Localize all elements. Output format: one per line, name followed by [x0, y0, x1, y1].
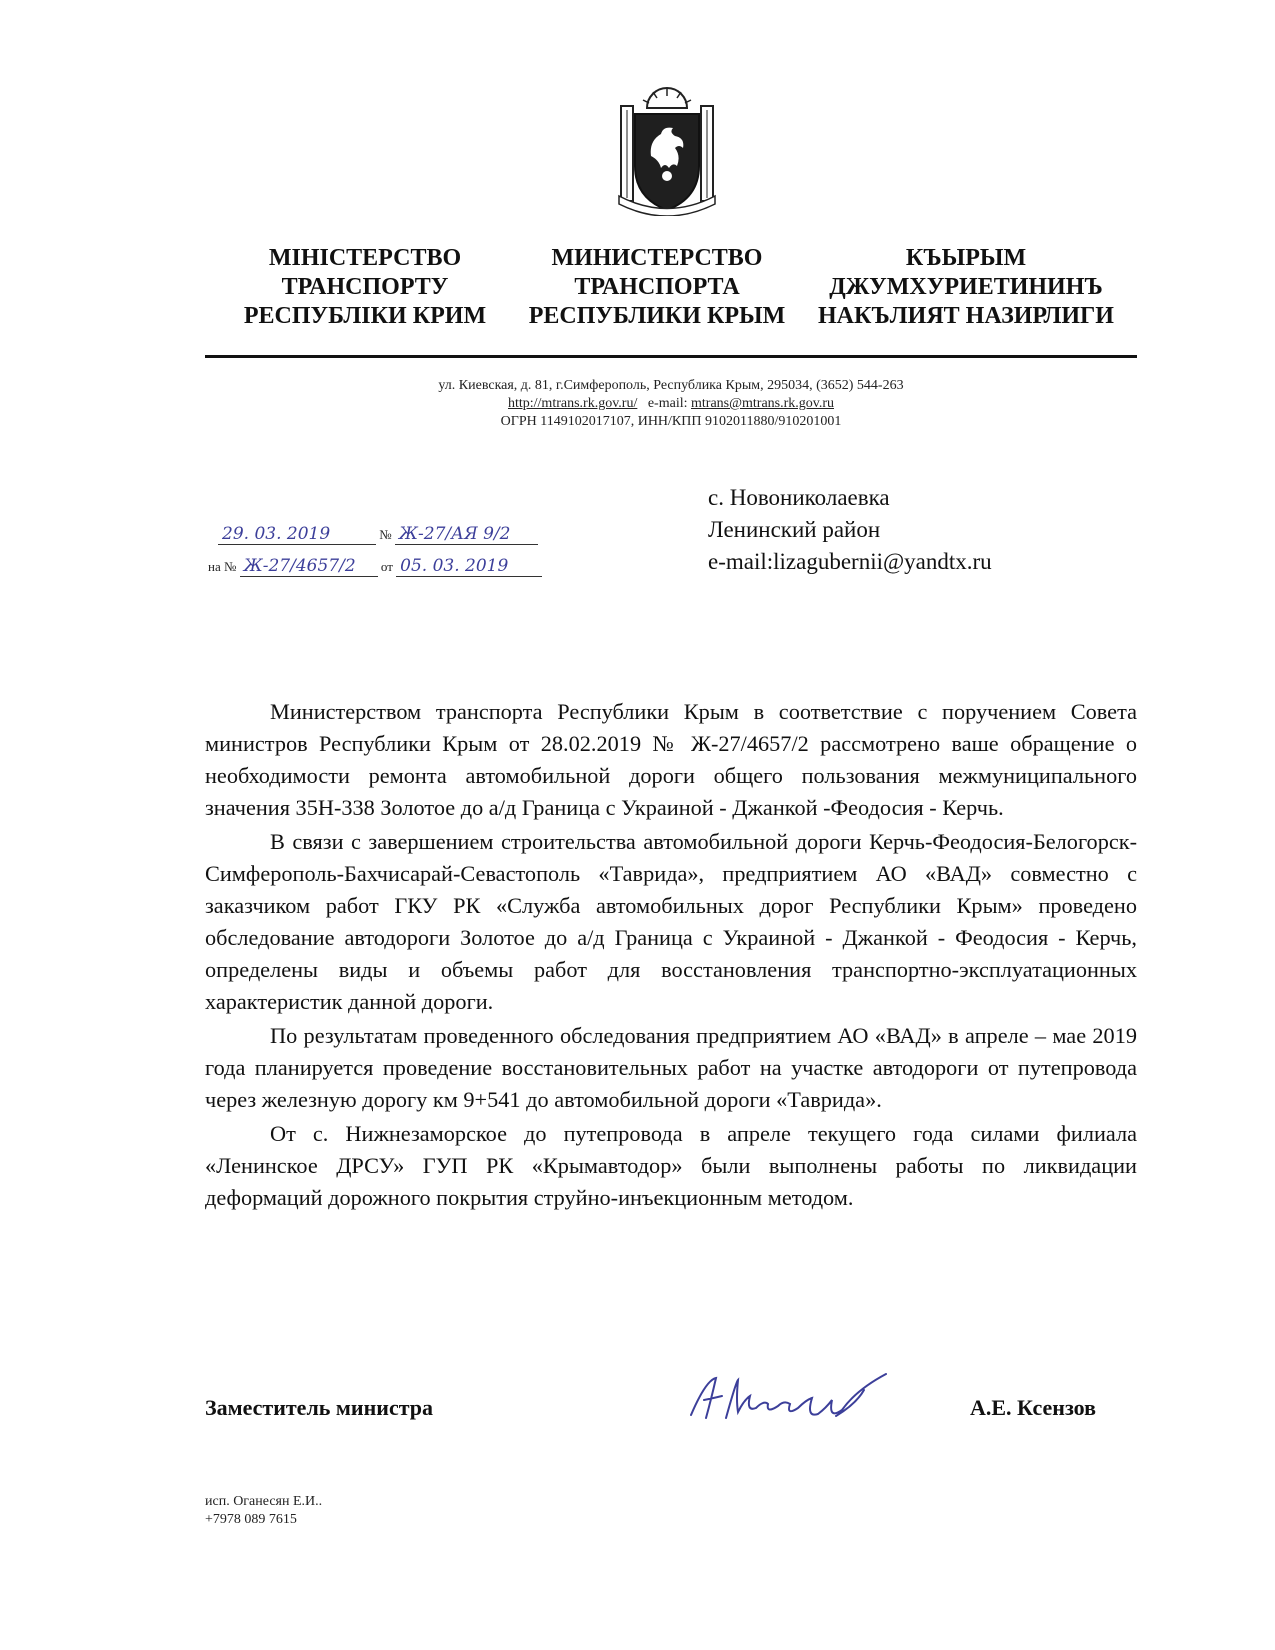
- crimea-coat-of-arms-icon: [617, 86, 717, 216]
- executor-name: исп. Оганесян Е.И..: [205, 1494, 323, 1509]
- recipient-email: e-mail:lizagubernii@yandtx.ru: [708, 549, 992, 574]
- letter-body: [205, 696, 1137, 1214]
- header-divider: [205, 355, 1137, 358]
- outgoing-number: Ж-27/АЯ 9/2: [395, 524, 538, 545]
- web-email-line: [205, 395, 1137, 413]
- handwritten-signature: [686, 1360, 936, 1440]
- website-link[interactable]: http://mtrans.rk.gov.ru/: [507, 396, 638, 411]
- executor-block: [205, 1493, 322, 1529]
- outgoing-date: 29. 03. 2019: [218, 524, 376, 545]
- reference-reg-line: [208, 556, 542, 577]
- recipient-block: [708, 482, 992, 578]
- reference-number: Ж-27/4657/2: [240, 556, 378, 577]
- recipient-village: с. Новониколаевка: [708, 485, 890, 510]
- org-name-russian: МИНИСТЕРСТВО ТРАНСПОРТА РЕСПУБЛИКИ КРЫМ: [528, 245, 786, 329]
- contact-block: [205, 377, 1137, 431]
- reference-date: 05. 03. 2019: [396, 556, 542, 577]
- registration-line: ОГРН 1149102017107, ИНН/КПП 9102011880/910201001: [500, 414, 842, 429]
- org-name-crimean-tatar: КЪЫРЫМ ДЖУМХУРИЕТИНИНЪ НАКЪЛИЯТ НАЗИРЛИГИ: [818, 245, 1114, 329]
- signatory-title: Заместитель министра: [205, 1395, 434, 1420]
- email-label: e-mail:: [647, 396, 688, 411]
- ref-number-label: на №: [208, 559, 237, 574]
- email-link[interactable]: mtrans@mtrans.rk.gov.ru: [691, 396, 835, 411]
- from-label: от: [380, 559, 393, 574]
- executor-phone: +7978 089 7615: [205, 1512, 297, 1527]
- recipient-district: Ленинский район: [708, 517, 881, 542]
- org-name-ukrainian: МІНІСТЕРСТВО ТРАНСПОРТУ РЕСПУБЛІКИ КРИМ: [243, 245, 487, 329]
- number-label: №: [379, 527, 392, 542]
- signatory-name: А.Е. Ксензов: [970, 1395, 1096, 1420]
- outgoing-reg-line: [218, 524, 538, 545]
- body-paragraph: В связи с завершением строительства автомобильной дороги Керчь-Феодосия-Белогорск-Симферополь-Бахчисарай-Севастополь «Таврида», предприятием АО «ВАД» совместно с заказчиком работ ГКУ РК «Служба автомобильных дорог Республики Крым» проведено обследование автодороги Золотое до а/д Граница с Украиной - Джанкой - Феодосия - Керчь, определены виды и объемы работ для восстановления транспортно-эксплуатационных характеристик данной дороги.: [205, 829, 1137, 1014]
- address-line: ул. Киевская, д. 81, г.Симферополь, Республика Крым, 295034, (3652) 544-263: [438, 378, 904, 393]
- body-paragraph: Министерством транспорта Республики Крым в соответствие с поручением Совета министров Республики Крым от 28.02.2019 № Ж-27/4657/2 рассмотрено ваше обращение о необходимости ремонта автомобильной дороги общего пользования межмуниципального значения 35Н-338 Золотое до а/д Граница с Украиной - Джанкой -Феодосия - Керчь.: [205, 699, 1137, 820]
- body-paragraph: От с. Нижнезаморское до путепровода в апреле текущего года силами филиала «Ленинское ДРСУ» ГУП РК «Крымавтодор» были выполнены работы по ликвидации деформаций дорожного покрытия струйно-инъекционным методом.: [205, 1121, 1137, 1210]
- body-paragraph: По результатам проведенного обследования предприятием АО «ВАД» в апреле – мае 2019 года планируется проведение восстановительных работ на участке автодороги от путепровода через железную дорогу км 9+541 до автомобильной дороги «Таврида».: [205, 1023, 1137, 1112]
